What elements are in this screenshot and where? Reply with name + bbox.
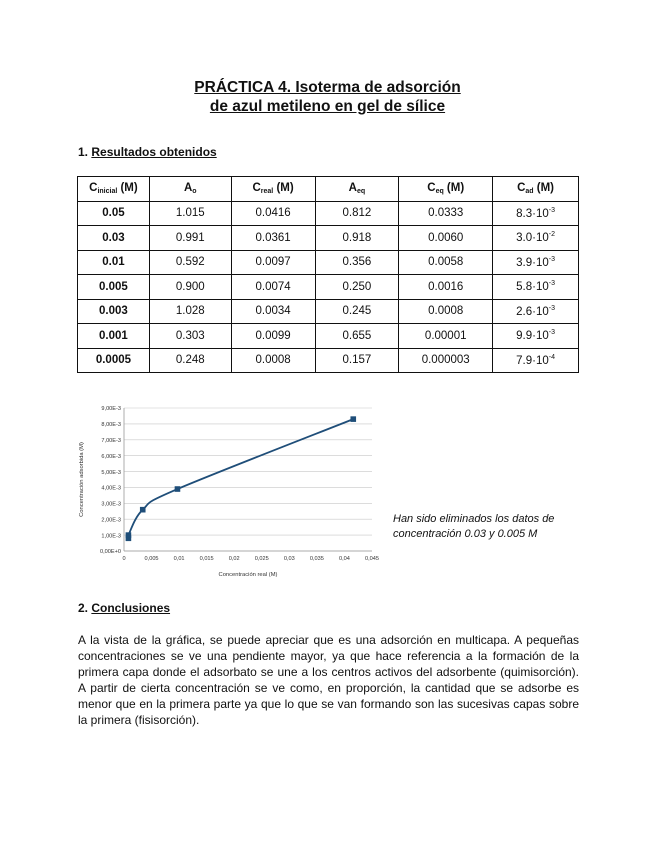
table-cell-c-eq: 0.0058 bbox=[399, 250, 493, 275]
table-cell-c-inicial: 0.05 bbox=[78, 201, 150, 226]
y-tick-label: 3,00E-3 bbox=[101, 501, 121, 508]
page-title-line-1: PRÁCTICA 4. Isoterma de adsorción bbox=[194, 79, 461, 96]
table-cell-a-eq: 0.812 bbox=[315, 201, 399, 226]
header-a-o: $A_o$ bbox=[149, 177, 231, 202]
table-row bbox=[78, 250, 579, 275]
y-tick-label: 8,00E-3 bbox=[101, 422, 121, 429]
data-point bbox=[350, 416, 356, 422]
header-c-ad: $C_{ad}$ (M) bbox=[493, 177, 579, 202]
table-cell-a-eq: 0.157 bbox=[315, 348, 399, 373]
table-cell-a-o: 0.900 bbox=[149, 275, 231, 300]
table-cell-a-o: 0.303 bbox=[149, 324, 231, 349]
table-row bbox=[78, 324, 579, 349]
table-row bbox=[78, 226, 579, 251]
table-cell-c-inicial: 0.01 bbox=[78, 250, 150, 275]
table-cell-c-real: 0.0034 bbox=[231, 299, 315, 324]
header-c-eq: $C_{eq}$ (M) bbox=[399, 177, 493, 202]
table-row bbox=[78, 348, 579, 373]
conclusion-paragraph: A la vista de la gráfica, se puede apreciar que es una adsorción en multicapa. A pequeñas concentraciones se ve una pendiente mayor, ya que hace referencia a la formación de la primera capa donde el adsorbato se une a los centros activos del adsorbente (quimisorción). A partir de cierta concentración se ve como, en proporción, la cantidad que se adsorbe es menor que en la primera parte ya que lo que se van formando son las sucesivas capas sobre la primera (fisisorción). bbox=[78, 633, 579, 727]
table-cell-c-ad: $7.9\cdot 10^{-4}$ bbox=[493, 348, 579, 373]
table-cell-a-eq: 0.655 bbox=[315, 324, 399, 349]
table-header-row bbox=[78, 177, 579, 202]
table-cell-c-inicial: 0.03 bbox=[78, 226, 150, 251]
header-a-eq: $A_{eq}$ bbox=[315, 177, 399, 202]
section-label: Conclusiones bbox=[91, 601, 171, 615]
x-tick-label: 0,01 bbox=[173, 556, 185, 562]
table-cell-c-ad: $9.9\cdot 10^{-3}$ bbox=[493, 324, 579, 349]
header-c-inicial: $C_{inicial}$ (M) bbox=[78, 177, 150, 202]
x-tick-label: 0,02 bbox=[228, 556, 240, 562]
x-tick-label: 0,005 bbox=[144, 556, 159, 562]
data-point bbox=[140, 507, 146, 513]
header-c-real: $C_{real}$ (M) bbox=[231, 177, 315, 202]
y-tick-label: 4,00E-3 bbox=[101, 485, 121, 492]
table-cell-c-inicial: 0.003 bbox=[78, 299, 150, 324]
y-tick-label: 0,00E+0 bbox=[100, 549, 121, 556]
results-table bbox=[77, 176, 579, 373]
chart-note-line-1: Han sido eliminados los datos de bbox=[393, 513, 555, 525]
section-number: 2. bbox=[78, 601, 89, 615]
y-axis-label: Concentración adsorbida (M) bbox=[79, 442, 85, 517]
table-cell-a-o: 1.028 bbox=[149, 299, 231, 324]
y-tick-label: 6,00E-3 bbox=[101, 453, 121, 460]
table-cell-a-o: 0.248 bbox=[149, 348, 231, 373]
table-row bbox=[78, 275, 579, 300]
table-cell-c-ad: $2.6\cdot 10^{-3}$ bbox=[493, 299, 579, 324]
table-cell-c-real: 0.0074 bbox=[231, 275, 315, 300]
table-cell-a-eq: 0.245 bbox=[315, 299, 399, 324]
table-cell-c-real: 0.0097 bbox=[231, 250, 315, 275]
x-tick-label: 0,045 bbox=[365, 556, 379, 562]
x-tick-label: 0,015 bbox=[199, 556, 214, 562]
table-cell-c-inicial: 0.0005 bbox=[78, 348, 150, 373]
table-cell-c-ad: $3.0\cdot 10^{-2}$ bbox=[493, 226, 579, 251]
table-cell-a-eq: 0.250 bbox=[315, 275, 399, 300]
table-cell-c-eq: 0.0016 bbox=[399, 275, 493, 300]
table-cell-c-eq: 0.0008 bbox=[399, 299, 493, 324]
y-tick-label: 9,00E-3 bbox=[101, 406, 121, 413]
section-heading-results bbox=[78, 145, 217, 159]
table-cell-c-eq: 0.00001 bbox=[399, 324, 493, 349]
table-cell-c-real: 0.0361 bbox=[231, 226, 315, 251]
table-cell-a-eq: 0.918 bbox=[315, 226, 399, 251]
y-tick-label: 7,00E-3 bbox=[101, 437, 121, 444]
section-heading-conclusions bbox=[78, 601, 170, 615]
table-cell-c-real: 0.0416 bbox=[231, 201, 315, 226]
data-point bbox=[126, 532, 132, 538]
table-cell-c-inicial: 0.005 bbox=[78, 275, 150, 300]
section-number: 1. bbox=[78, 145, 89, 159]
y-tick-label: 2,00E-3 bbox=[101, 517, 121, 524]
table-row bbox=[78, 299, 579, 324]
table-row bbox=[78, 201, 579, 226]
table-cell-c-eq: 0.000003 bbox=[399, 348, 493, 373]
x-tick-label: 0,025 bbox=[254, 556, 269, 562]
x-tick-label: 0 bbox=[122, 556, 126, 562]
table-cell-a-eq: 0.356 bbox=[315, 250, 399, 275]
table-cell-c-ad: $3.9\cdot 10^{-3}$ bbox=[493, 250, 579, 275]
x-tick-label: 0,04 bbox=[338, 556, 350, 562]
table-cell-a-o: 1.015 bbox=[149, 201, 231, 226]
table-cell-c-eq: 0.0333 bbox=[399, 201, 493, 226]
y-tick-label: 1,00E-3 bbox=[101, 533, 121, 540]
table-cell-c-ad: $8.3\cdot 10^{-3}$ bbox=[493, 201, 579, 226]
table-cell-a-o: 0.592 bbox=[149, 250, 231, 275]
x-axis-label: Concentración real (M) bbox=[218, 572, 278, 578]
chart-note bbox=[393, 512, 593, 542]
table-cell-c-real: 0.0008 bbox=[231, 348, 315, 373]
chart-note-line-2: concentración 0.03 y 0.005 M bbox=[393, 528, 538, 540]
section-label: Resultados obtenidos bbox=[91, 145, 217, 159]
table-cell-c-eq: 0.0060 bbox=[399, 226, 493, 251]
x-tick-label: 0,03 bbox=[283, 556, 295, 562]
series-line bbox=[127, 419, 353, 538]
table-cell-c-inicial: 0.001 bbox=[78, 324, 150, 349]
table-cell-c-ad: $5.8\cdot 10^{-3}$ bbox=[493, 275, 579, 300]
table-cell-c-real: 0.0099 bbox=[231, 324, 315, 349]
isotherm-chart bbox=[76, 398, 386, 588]
data-point bbox=[175, 486, 181, 492]
table-cell-a-o: 0.991 bbox=[149, 226, 231, 251]
y-tick-label: 5,00E-3 bbox=[101, 469, 121, 476]
x-tick-label: 0,035 bbox=[309, 556, 324, 562]
page-title-line-2: de azul metileno en gel de sílice bbox=[209, 98, 446, 115]
